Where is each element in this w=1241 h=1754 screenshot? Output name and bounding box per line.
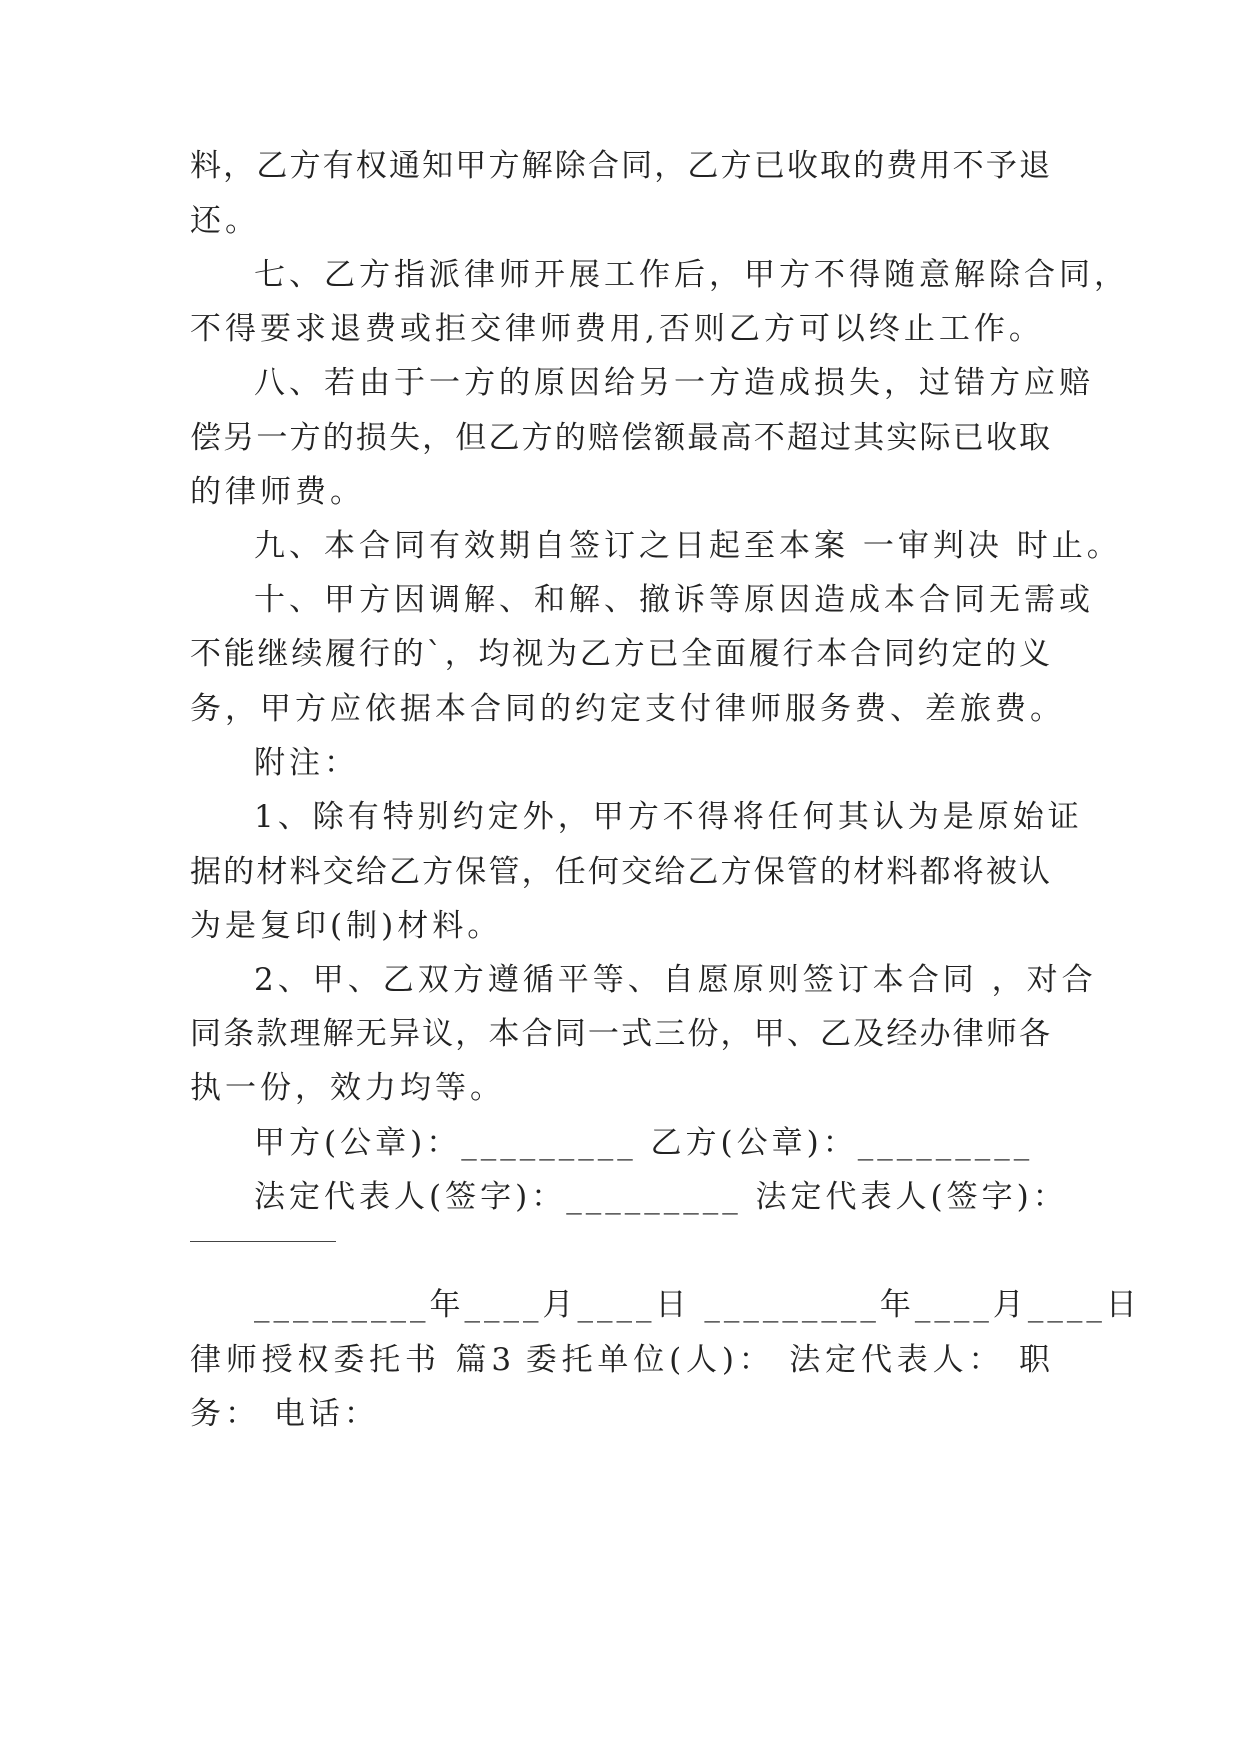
document-page — [190, 0, 1141, 1754]
text-line: 律师授权委托书 篇3 委托单位(人)： 法定代表人： 职 — [190, 1342, 1050, 1378]
text-line: 执一份，效力均等。 — [190, 1070, 505, 1106]
text-line: 据的材料交给乙方保管，任何交给乙方保管的材料都将被认 — [190, 854, 1050, 890]
text-line: 2、甲、乙双方遵循平等、自愿原则签订本合同 ，对合 — [254, 962, 1097, 998]
text-line: 为是复印(制)材料。 — [190, 908, 503, 944]
text-line: 十、甲方因调解、和解、撤诉等原因造成本合同无需或 — [254, 582, 1094, 618]
text-line: 的律师费。 — [190, 474, 365, 510]
signature-line-seal: 甲方(公章)：_________ 乙方(公章)：_________ — [254, 1125, 1034, 1161]
signature-line-representative: 法定代表人(签字)：_________ 法定代表人(签字)： — [254, 1179, 1068, 1215]
text-line: 不得要求退费或拒交律师费用,否则乙方可以终止工作。 — [190, 311, 1044, 347]
text-line: 同条款理解无异议，本合同一式三份，甲、乙及经办律师各 — [190, 1016, 1050, 1052]
text-line: 附注： — [254, 745, 359, 781]
text-line: 不能继续履行的`，均视为乙方已全面履行本合同约定的义 — [190, 636, 1050, 672]
signature-blank-line — [190, 1241, 336, 1242]
text-line: 八、若由于一方的原因给另一方造成损失，过错方应赔 — [254, 365, 1094, 401]
text-line: 还。 — [190, 203, 260, 239]
text-line: 1、除有特别约定外，甲方不得将任何其认为是原始证 — [254, 799, 1083, 835]
text-line: 务，甲方应依据本合同的约定支付律师服务费、差旅费。 — [190, 691, 1065, 727]
text-line: 九、本合同有效期自签订之日起至本案 一审判决 时止。 — [254, 528, 1122, 564]
text-line: 七、乙方指派律师开展工作后，甲方不得随意解除合同， — [254, 257, 1129, 293]
text-line: 务： 电话： — [190, 1396, 379, 1432]
date-line: _________年____月____日 _________年____月____日 — [254, 1287, 1141, 1323]
text-line: 料，乙方有权通知甲方解除合同，乙方已收取的费用不予退 — [190, 148, 1050, 184]
text-line: 偿另一方的损失，但乙方的赔偿额最高不超过其实际已收取 — [190, 420, 1050, 456]
